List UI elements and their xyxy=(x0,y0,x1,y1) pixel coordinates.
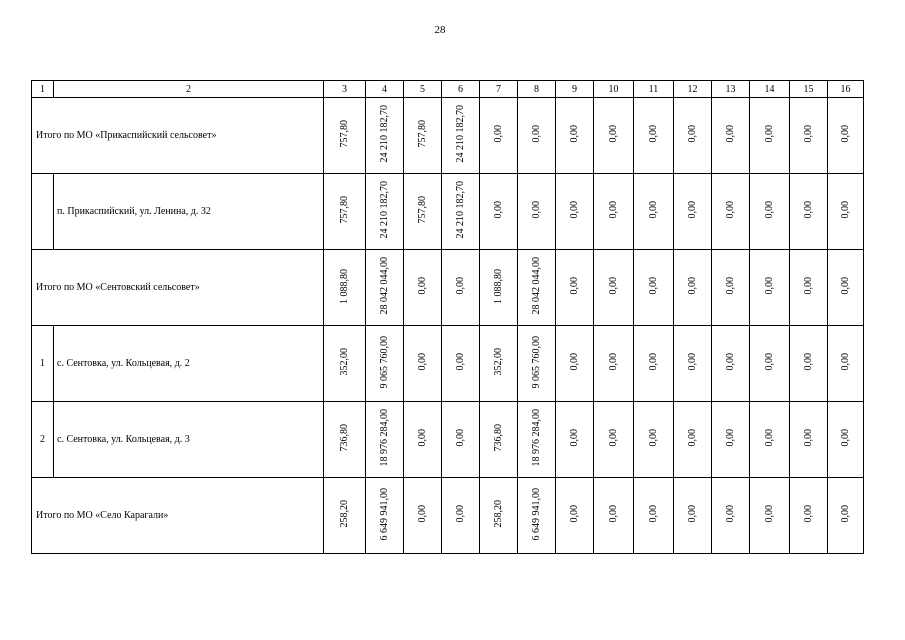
value-cell xyxy=(790,98,828,174)
value-cell xyxy=(324,478,366,554)
value-cell xyxy=(518,174,556,250)
value-cell xyxy=(674,478,712,554)
value-text: 0,00 xyxy=(725,429,736,447)
value-cell xyxy=(404,478,442,554)
value-text: 0,00 xyxy=(764,505,775,523)
value-text: 1 088,80 xyxy=(339,268,350,304)
item-row xyxy=(32,326,864,402)
value-text: 18 976 284,00 xyxy=(379,409,390,467)
value-text: 0,00 xyxy=(803,505,814,523)
value-text: 0,00 xyxy=(687,201,698,219)
value-cell xyxy=(480,478,518,554)
value-cell xyxy=(556,98,594,174)
value-cell xyxy=(674,250,712,326)
value-cell xyxy=(712,250,750,326)
row-index: 1 xyxy=(32,326,54,402)
value-cell xyxy=(594,326,634,402)
value-text: 0,00 xyxy=(687,505,698,523)
value-cell xyxy=(442,326,480,402)
value-cell xyxy=(674,174,712,250)
value-cell xyxy=(480,402,518,478)
value-cell xyxy=(594,478,634,554)
value-cell xyxy=(324,98,366,174)
value-text: 0,00 xyxy=(840,353,851,371)
value-text: 0,00 xyxy=(725,505,736,523)
value-text: 0,00 xyxy=(840,429,851,447)
value-text: 0,00 xyxy=(608,277,619,295)
value-text: 24 210 182,70 xyxy=(455,181,466,239)
value-text: 0,00 xyxy=(493,125,504,143)
value-text: 6 649 941,00 xyxy=(379,487,390,541)
value-text: 0,00 xyxy=(608,505,619,523)
value-text: 0,00 xyxy=(687,125,698,143)
column-header: 7 xyxy=(480,81,518,98)
value-text: 0,00 xyxy=(803,353,814,371)
value-text: 352,00 xyxy=(493,348,504,376)
value-cell xyxy=(634,98,674,174)
value-text: 0,00 xyxy=(803,277,814,295)
value-cell xyxy=(790,250,828,326)
value-text: 0,00 xyxy=(725,125,736,143)
column-header: 12 xyxy=(674,81,712,98)
value-text: 0,00 xyxy=(725,277,736,295)
value-text: 0,00 xyxy=(531,201,542,219)
value-text: 28 042 044,00 xyxy=(379,257,390,315)
column-header: 10 xyxy=(594,81,634,98)
header-row xyxy=(32,81,864,98)
value-text: 0,00 xyxy=(608,353,619,371)
value-text: 0,00 xyxy=(764,277,775,295)
value-text: 0,00 xyxy=(417,505,428,523)
value-cell xyxy=(404,174,442,250)
value-cell xyxy=(442,250,480,326)
total-row xyxy=(32,250,864,326)
value-text: 0,00 xyxy=(840,277,851,295)
value-text: 0,00 xyxy=(648,429,659,447)
item-row xyxy=(32,174,864,250)
value-cell xyxy=(556,326,594,402)
value-cell xyxy=(518,98,556,174)
value-cell xyxy=(674,402,712,478)
value-cell xyxy=(750,402,790,478)
value-cell xyxy=(556,250,594,326)
value-cell xyxy=(518,250,556,326)
value-text: 0,00 xyxy=(687,353,698,371)
value-text: 258,20 xyxy=(339,500,350,528)
value-cell xyxy=(750,250,790,326)
value-cell xyxy=(594,98,634,174)
value-cell xyxy=(442,98,480,174)
value-text: 24 210 182,70 xyxy=(379,181,390,239)
value-text: 0,00 xyxy=(725,201,736,219)
value-text: 736,80 xyxy=(493,424,504,452)
value-cell xyxy=(712,478,750,554)
value-cell xyxy=(324,402,366,478)
value-text: 0,00 xyxy=(455,353,466,371)
column-header: 8 xyxy=(518,81,556,98)
value-cell xyxy=(324,250,366,326)
value-text: 0,00 xyxy=(840,201,851,219)
address-label: с. Сентовка, ул. Кольцевая, д. 2 xyxy=(54,326,324,402)
value-text: 6 649 941,00 xyxy=(531,487,542,541)
total-label: Итого по МО «Село Карагали» xyxy=(32,478,324,554)
value-text: 0,00 xyxy=(455,277,466,295)
value-cell xyxy=(480,174,518,250)
value-text: 0,00 xyxy=(725,353,736,371)
column-header: 2 xyxy=(54,81,324,98)
column-header: 4 xyxy=(366,81,404,98)
value-text: 0,00 xyxy=(764,125,775,143)
value-cell xyxy=(324,326,366,402)
value-cell xyxy=(518,402,556,478)
value-cell xyxy=(634,326,674,402)
value-cell xyxy=(404,402,442,478)
address-label: п. Прикаспийский, ул. Ленина, д. 32 xyxy=(54,174,324,250)
value-text: 0,00 xyxy=(417,353,428,371)
value-text: 0,00 xyxy=(569,429,580,447)
value-cell xyxy=(634,250,674,326)
value-cell xyxy=(404,98,442,174)
value-text: 0,00 xyxy=(608,201,619,219)
value-cell xyxy=(404,250,442,326)
value-cell xyxy=(712,326,750,402)
value-cell xyxy=(790,174,828,250)
item-row xyxy=(32,402,864,478)
value-cell xyxy=(366,174,404,250)
value-text: 0,00 xyxy=(417,429,428,447)
value-text: 0,00 xyxy=(687,277,698,295)
column-header: 6 xyxy=(442,81,480,98)
value-text: 736,80 xyxy=(339,424,350,452)
value-cell xyxy=(442,174,480,250)
value-text: 0,00 xyxy=(764,429,775,447)
column-header: 15 xyxy=(790,81,828,98)
column-header: 9 xyxy=(556,81,594,98)
value-text: 757,80 xyxy=(417,196,428,224)
value-cell xyxy=(404,326,442,402)
value-text: 0,00 xyxy=(608,125,619,143)
value-text: 0,00 xyxy=(608,429,619,447)
value-text: 24 210 182,70 xyxy=(379,105,390,163)
value-cell xyxy=(480,98,518,174)
total-row xyxy=(32,478,864,554)
column-header: 13 xyxy=(712,81,750,98)
column-header: 5 xyxy=(404,81,442,98)
value-text: 0,00 xyxy=(569,353,580,371)
value-cell xyxy=(594,250,634,326)
value-text: 28 042 044,00 xyxy=(531,257,542,315)
value-cell xyxy=(750,478,790,554)
value-text: 0,00 xyxy=(455,505,466,523)
value-text: 757,80 xyxy=(417,120,428,148)
value-text: 0,00 xyxy=(687,429,698,447)
value-text: 0,00 xyxy=(648,201,659,219)
column-header: 11 xyxy=(634,81,674,98)
value-cell xyxy=(828,250,864,326)
value-cell xyxy=(828,478,864,554)
value-text: 0,00 xyxy=(803,429,814,447)
value-cell xyxy=(750,326,790,402)
value-cell xyxy=(750,98,790,174)
value-text: 0,00 xyxy=(455,429,466,447)
value-cell xyxy=(324,174,366,250)
value-text: 1 088,80 xyxy=(493,268,504,304)
row-index xyxy=(32,174,54,250)
value-text: 0,00 xyxy=(531,125,542,143)
value-text: 0,00 xyxy=(803,125,814,143)
value-text: 0,00 xyxy=(648,505,659,523)
value-cell xyxy=(712,98,750,174)
column-header: 3 xyxy=(324,81,366,98)
total-label: Итого по МО «Сентовский сельсовет» xyxy=(32,250,324,326)
value-cell xyxy=(556,478,594,554)
value-cell xyxy=(674,326,712,402)
value-cell xyxy=(442,478,480,554)
value-cell xyxy=(556,402,594,478)
value-cell xyxy=(674,98,712,174)
value-cell xyxy=(518,478,556,554)
value-text: 0,00 xyxy=(569,277,580,295)
data-table xyxy=(31,80,864,554)
value-text: 258,20 xyxy=(493,500,504,528)
value-text: 0,00 xyxy=(569,505,580,523)
value-cell xyxy=(442,402,480,478)
value-text: 18 976 284,00 xyxy=(531,409,542,467)
value-cell xyxy=(366,402,404,478)
value-cell xyxy=(790,478,828,554)
value-text: 9 065 760,00 xyxy=(531,335,542,389)
value-text: 0,00 xyxy=(648,125,659,143)
value-text: 0,00 xyxy=(764,201,775,219)
value-cell xyxy=(556,174,594,250)
value-text: 352,00 xyxy=(339,348,350,376)
total-row xyxy=(32,98,864,174)
value-text: 0,00 xyxy=(569,201,580,219)
value-cell xyxy=(366,478,404,554)
address-label: с. Сентовка, ул. Кольцевая, д. 3 xyxy=(54,402,324,478)
value-text: 0,00 xyxy=(648,353,659,371)
total-label: Итого по МО «Прикаспийский сельсовет» xyxy=(32,98,324,174)
row-index: 2 xyxy=(32,402,54,478)
value-cell xyxy=(366,326,404,402)
value-cell xyxy=(480,250,518,326)
value-text: 0,00 xyxy=(840,505,851,523)
value-text: 24 210 182,70 xyxy=(455,105,466,163)
value-cell xyxy=(366,250,404,326)
value-cell xyxy=(480,326,518,402)
value-cell xyxy=(594,402,634,478)
value-text: 0,00 xyxy=(648,277,659,295)
column-header: 14 xyxy=(750,81,790,98)
value-cell xyxy=(790,326,828,402)
value-cell xyxy=(750,174,790,250)
value-text: 0,00 xyxy=(569,125,580,143)
value-text: 9 065 760,00 xyxy=(379,335,390,389)
value-text: 0,00 xyxy=(493,201,504,219)
value-cell xyxy=(712,402,750,478)
column-header: 1 xyxy=(32,81,54,98)
value-cell xyxy=(634,478,674,554)
value-cell xyxy=(518,326,556,402)
value-cell xyxy=(790,402,828,478)
column-header: 16 xyxy=(828,81,864,98)
value-text: 0,00 xyxy=(803,201,814,219)
value-cell xyxy=(634,174,674,250)
value-cell xyxy=(828,402,864,478)
value-cell xyxy=(712,174,750,250)
value-cell xyxy=(594,174,634,250)
value-cell xyxy=(366,98,404,174)
value-text: 0,00 xyxy=(417,277,428,295)
value-cell xyxy=(828,98,864,174)
value-text: 0,00 xyxy=(764,353,775,371)
value-cell xyxy=(634,402,674,478)
value-cell xyxy=(828,326,864,402)
value-text: 757,80 xyxy=(339,120,350,148)
value-text: 757,80 xyxy=(339,196,350,224)
page-number: 28 xyxy=(434,24,446,36)
value-text: 0,00 xyxy=(840,125,851,143)
value-cell xyxy=(828,174,864,250)
